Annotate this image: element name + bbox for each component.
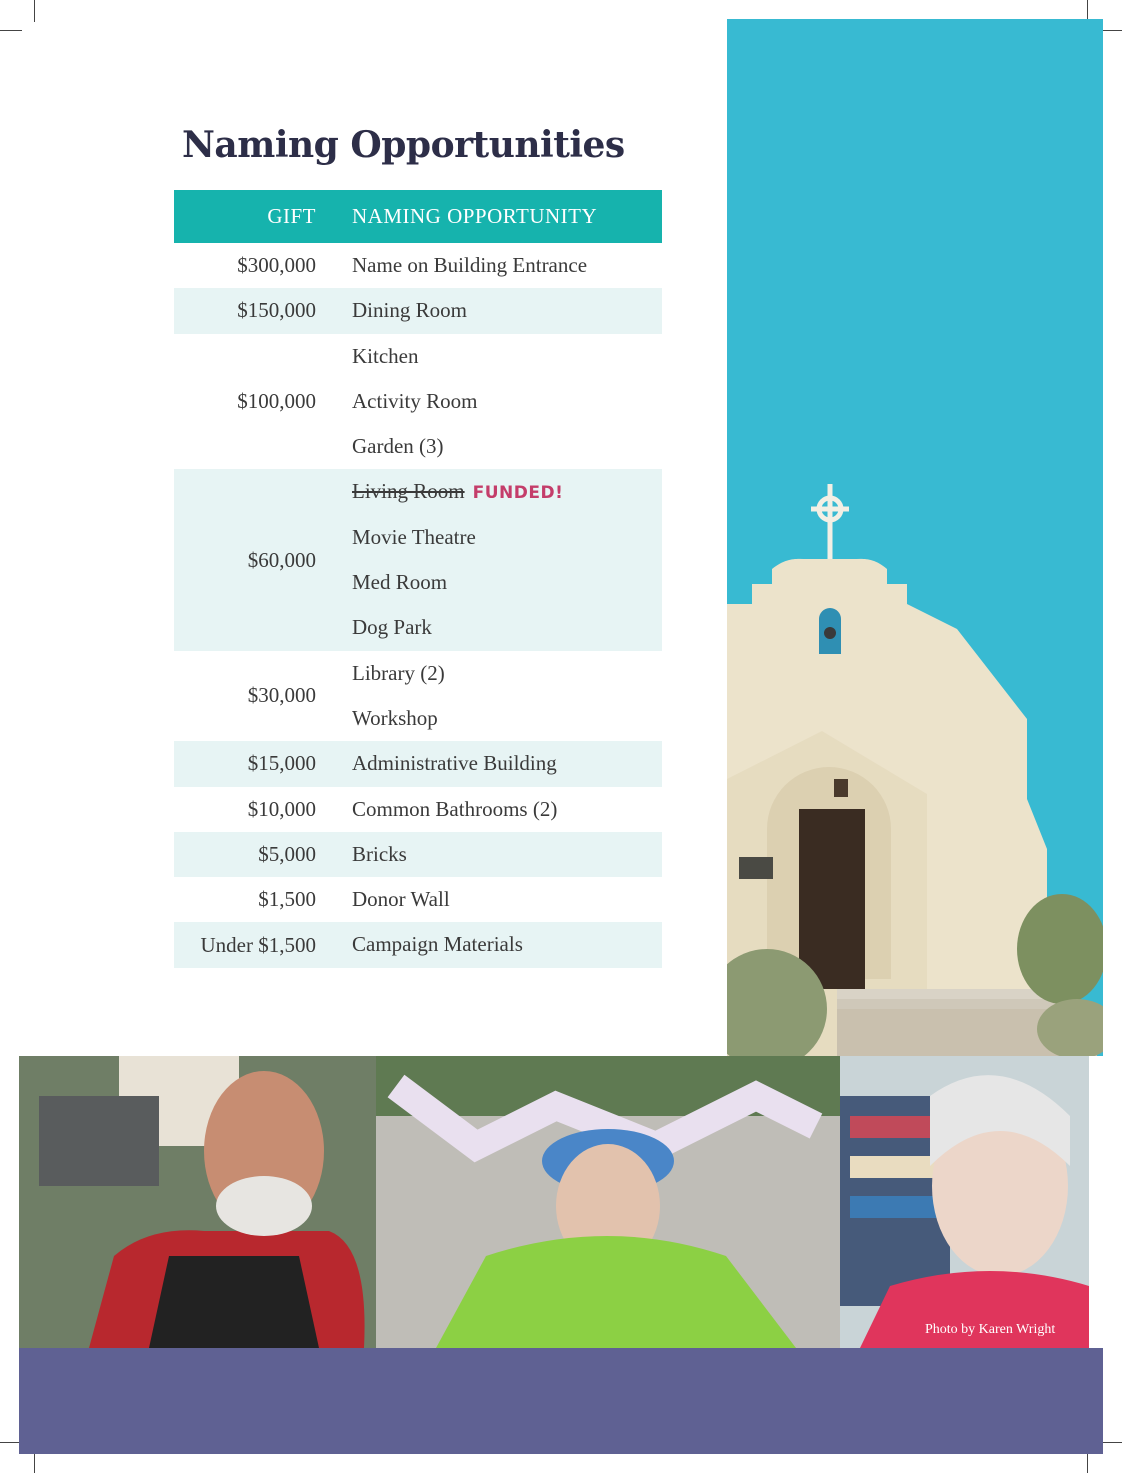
chapel-illustration: [727, 19, 1103, 1056]
naming-item-label: Name on Building Entrance: [352, 253, 588, 277]
resident-photos: [19, 1056, 1089, 1348]
gift-amount: $10,000: [247, 796, 316, 821]
table-row: [174, 651, 662, 742]
naming-item-label: Living Room: [352, 479, 465, 504]
table-row: [174, 832, 662, 877]
table-row: [174, 787, 662, 832]
naming-item-label: Campaign Materials: [352, 932, 523, 957]
crop-mark: [1100, 1442, 1122, 1443]
gift-amount: $15,000: [247, 751, 316, 776]
naming-item: [352, 877, 662, 922]
naming-item: [352, 651, 662, 696]
gift-amount: $1,500: [258, 887, 316, 912]
naming-item: [352, 379, 662, 424]
naming-list: [316, 334, 662, 470]
naming-item-label: Kitchen: [352, 343, 419, 368]
naming-item: [352, 288, 662, 333]
naming-item-label: Donor Wall: [352, 887, 450, 912]
gift-amount: $5,000: [258, 842, 316, 866]
crop-mark: [34, 0, 35, 22]
bell-icon: [824, 627, 836, 639]
naming-item-label: Activity Room: [352, 388, 478, 413]
gift-amount: $60,000: [247, 547, 316, 572]
funded-badge: FUNDED!: [472, 483, 564, 504]
crop-mark: [1087, 1451, 1088, 1473]
naming-item-label: Administrative Building: [352, 751, 557, 776]
naming-item: [352, 787, 662, 832]
naming-item: [352, 560, 662, 605]
naming-item: [352, 832, 662, 877]
table-row: [174, 243, 662, 288]
naming-item-label: Garden (3): [352, 434, 444, 459]
photo-credit: Photo by Karen Wright: [925, 1322, 1056, 1337]
crop-mark: [34, 1451, 35, 1473]
page-title: Naming Opportunities: [182, 124, 625, 166]
naming-list: [316, 832, 662, 877]
crop-mark: [0, 30, 22, 31]
gift-column-header: GIFT: [267, 204, 316, 228]
gift-amount: $30,000: [247, 683, 316, 708]
naming-list: [316, 741, 662, 786]
naming-item: [352, 922, 662, 967]
naming-opportunities-table: [174, 190, 662, 968]
table-row: [174, 741, 662, 786]
cross-icon: [811, 484, 849, 559]
naming-item-label: Med Room: [352, 570, 448, 595]
naming-column-header: NAMING OPPORTUNITY: [352, 204, 598, 228]
naming-item-label: Library (2): [352, 660, 445, 685]
naming-item: [352, 605, 662, 650]
table-row: [174, 922, 662, 967]
naming-list: [316, 243, 662, 288]
crop-mark: [1100, 30, 1122, 31]
gift-amount: $300,000: [237, 253, 316, 278]
table-row: [174, 469, 662, 650]
footer-band: [19, 1348, 1103, 1454]
naming-item: [352, 696, 662, 741]
chapel-door: [799, 809, 865, 989]
naming-list: [316, 651, 662, 742]
table-header: [174, 190, 662, 243]
gift-amount: $100,000: [237, 389, 316, 414]
naming-item: [352, 424, 662, 469]
naming-list: [316, 787, 662, 832]
table-row: [174, 877, 662, 922]
naming-list: [316, 922, 662, 967]
gift-amount: Under $1,500: [200, 932, 316, 957]
naming-item: [352, 243, 662, 288]
table-body: [174, 243, 662, 968]
gift-amount: $150,000: [237, 298, 316, 323]
chapel-photo: [727, 19, 1103, 1056]
table-row: [174, 288, 662, 333]
naming-item-label: Common Bathrooms (2): [352, 796, 558, 821]
lamp-icon: [834, 779, 848, 797]
table-row: [174, 334, 662, 470]
naming-item: [352, 469, 662, 514]
naming-item-label: Dining Room: [352, 298, 467, 323]
naming-item: [352, 741, 662, 786]
naming-item: [352, 515, 662, 560]
naming-list: [316, 288, 662, 333]
naming-item: [352, 334, 662, 379]
naming-item-label: Workshop: [352, 705, 438, 730]
photo-resident-1: [19, 1056, 376, 1348]
naming-list: [316, 877, 662, 922]
photo-resident-2: [376, 1056, 840, 1348]
photo-resident-3: [840, 1056, 1089, 1348]
naming-item-label: Movie Theatre: [352, 524, 476, 549]
naming-list: [316, 469, 662, 650]
naming-item-label: Dog Park: [352, 615, 432, 640]
naming-item-label: Bricks: [352, 841, 407, 866]
